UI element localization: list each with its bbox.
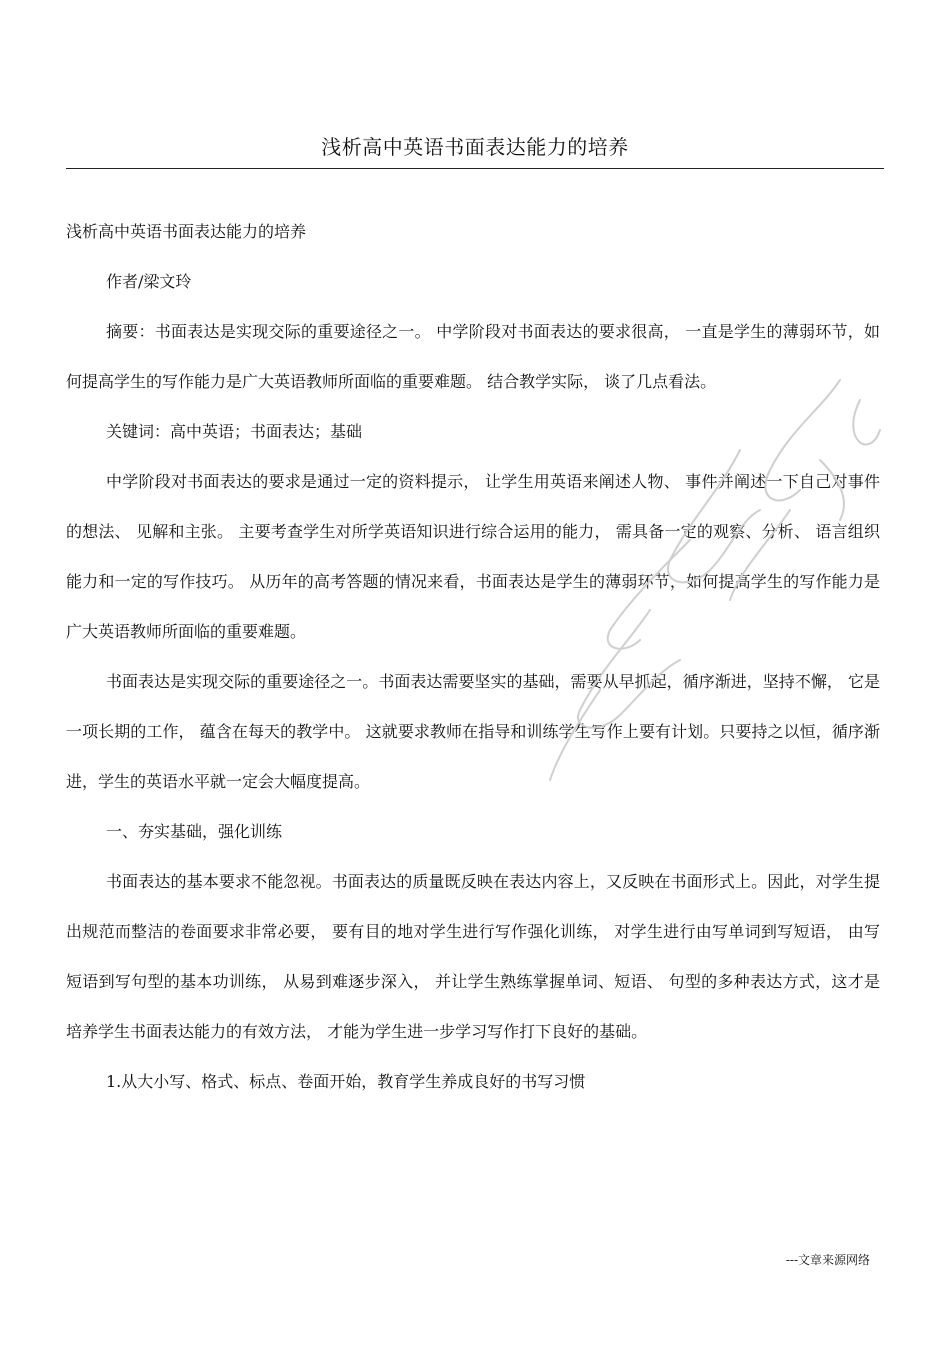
body-paragraph: 书面表达是实现交际的重要途径之一。书面表达需要坚实的基础，需要从早抓起，循序渐进，坚持不懈， 它是一项长期的工作， 蕴含在每天的教学中。 这就要求教师在指导和训练学生写作上要有计划。只要持之以恒，循序渐进，学生的英语水平就一定会大幅度提高。: [66, 672, 880, 791]
header-divider: [66, 168, 884, 169]
subsection-heading: 1.从大小写、格式、标点、卷面开始，教育学生养成良好的书写习惯: [106, 1072, 586, 1091]
author-line: 作者/梁文玲: [106, 272, 192, 291]
article-body: [66, 207, 880, 1107]
body-paragraph: 书面表达的基本要求不能忽视。书面表达的质量既反映在表达内容上，又反映在书面形式上。因此，对学生提出规范而整洁的卷面要求非常必要， 要有目的地对学生进行写作强化训练， 对学生进行由写单词到写短语， 由写短语到写句型的基本功训练， 从易到难逐步深入， 并让学生熟练掌握单词、短语、 句型的多种表达方式，这才是培养学生书面表达能力的有效方法， 才能为学生进一步学习写作打下良好的基础。: [66, 872, 880, 1041]
section-heading: 一、夯实基础，强化训练: [106, 822, 283, 841]
keywords-line: 关键词：高中英语；书面表达；基础: [106, 422, 363, 441]
abstract-paragraph: 摘要：书面表达是实现交际的重要途径之一。 中学阶段对书面表达的要求很高， 一直是学生的薄弱环节，如何提高学生的写作能力是广大英语教师所面临的重要难题。 结合教学实际， 谈了几点看法。: [66, 322, 880, 391]
page-header-title: 浅析高中英语书面表达能力的培养: [321, 135, 629, 159]
body-paragraph: 中学阶段对书面表达的要求是通过一定的资料提示， 让学生用英语来阐述人物、 事件并阐述一下自己对事件的想法、 见解和主张。 主要考查学生对所学英语知识进行综合运用的能力， 需具备一定的观察、分析、 语言组织能力和一定的写作技巧。 从历年的高考答题的情况来看，书面表达是学生的薄弱环节，如何提高学生的写作能力是广大英语教师所面临的重要难题。: [66, 472, 880, 641]
article-title: 浅析高中英语书面表达能力的培养: [66, 222, 307, 241]
footer-source-note: ---文章来源网络: [785, 1253, 870, 1267]
